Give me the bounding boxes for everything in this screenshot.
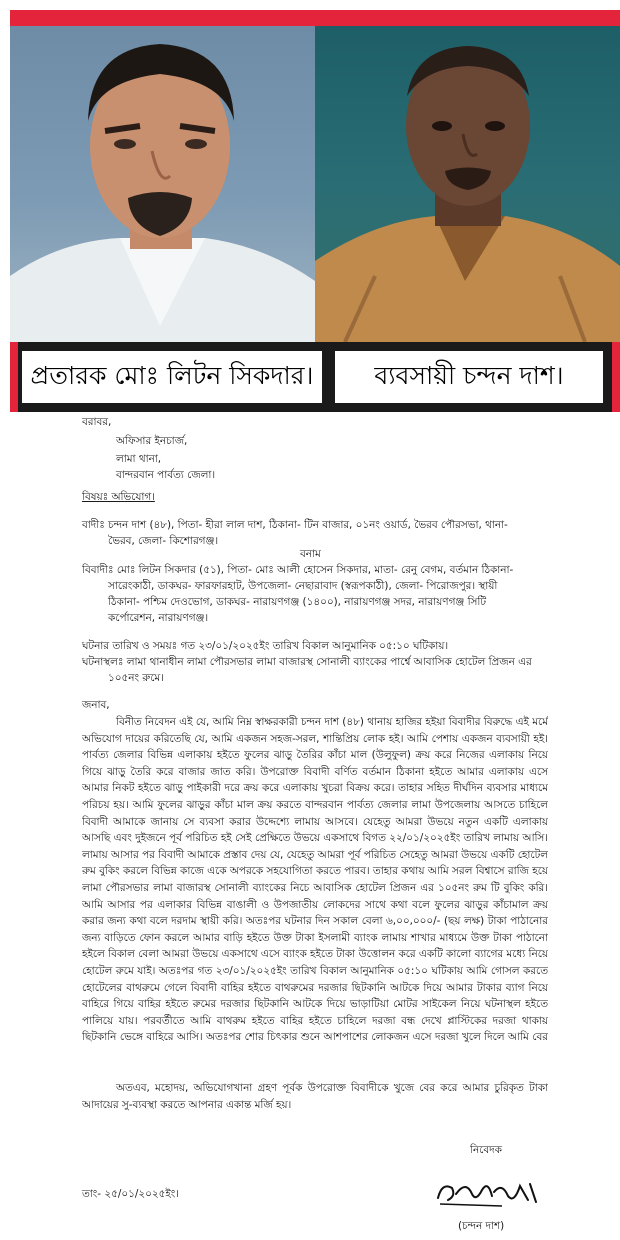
caption-red-edge-left bbox=[10, 342, 18, 412]
salutation: জনাব, bbox=[82, 699, 110, 711]
plaintiff-line: ভৈরব, জেলা- কিশোরগঞ্জ। bbox=[108, 535, 219, 547]
signer-name: (চন্দন দাশ) bbox=[458, 1220, 505, 1232]
portrait-accused-image bbox=[10, 26, 315, 342]
incident-place-line: ঘটনাস্থলঃ লামা থানাধীন লামা পৌরসভার লামা বাজারস্থ সোনালী ব্যাংকের পার্শ্বে আবাসিক হোটেল প্রিজন এর bbox=[82, 656, 532, 668]
address-line: বান্দরবান পার্বত্য জেলা। bbox=[116, 469, 216, 481]
portrait-complainant-image bbox=[315, 26, 620, 342]
to-label: বরাবর, bbox=[82, 416, 112, 428]
closing-paragraph: অতএব, মহোদয়, অভিযোগখানা গ্রহণ পূর্বক উপরোক্ত বিবাদীকে খুজে বের করে আমার চুরিকৃত টাকা আদায়ের সু-ব্যবস্থা করতে আপনার একান্ত মর্জি হয়। bbox=[82, 1082, 548, 1111]
versus-label: বনাম bbox=[300, 548, 321, 560]
subject-line: বিষয়ঃ অভিযোগ। bbox=[82, 491, 155, 503]
letter-date: তাং- ২৫/০১/২০২৫ইং। bbox=[82, 1188, 179, 1200]
incident-place-line: ১০৫নং রুমে। bbox=[108, 672, 164, 684]
incident-time: ঘটনার তারিখ ও সময়ঃ গত ২৩/০১/২০২৫ইং তারিখ বিকাল আনুমানিক ০৫:১০ ঘটিকায়। bbox=[82, 640, 449, 652]
defendant-line: সারেংকাঠী, ডাকঘর- ফারফারহাট, উপজেলা- নেছারাবাদ (স্বরূপকাঠী), জেলা- পিরোজপুর। স্থায়ী bbox=[108, 580, 498, 592]
defendant-line: বিবাদীঃ মোঃ লিটন সিকদার (৫১), পিতা- মোঃ আলী হোসেন সিকদার, মাতা- রেনু বেগম, বর্তমান ঠিকানা- bbox=[82, 564, 514, 576]
handwritten-signature bbox=[432, 1174, 542, 1210]
photo-complainant bbox=[315, 26, 620, 342]
top-red-bar bbox=[10, 10, 620, 26]
plaintiff-line: বাদীঃ চন্দন দাশ (৪৮), পিতা- হীরা লাল দাশ, ঠিকানা- টিন বাজার, ০১নং ওয়ার্ড, ভৈরব পৌরসভা, থানা- bbox=[82, 519, 508, 531]
photo-accused bbox=[10, 26, 315, 342]
complaint-body: বিনীত নিবেদন এই যে, আমি নিম্ন স্বাক্ষরকারী চন্দন দাশ (৪৮) থানায় হাজির হইয়া বিবাদীর বিরুদ্ধে এই মর্মে অভিযোগ দায়ের করিতেছি যে, আমি একজন সহজ-সরল, শান্তিপ্রিয় লোক হই। আমি পেশায় একজন ব্যবসায়ী হই। পার্বত্য জেলার বিভিন্ন এলাকায় হইতে ফুলের ঝাড়ু তৈরির কাঁচা মাল (উলুফুল) ক্রয় করে নিজের এলাকায় নিয়ে গিয়ে ঝাড়ু তৈরি করে বাজার জাত করি। উপরোক্ত বিবাদী বর্ণিত বর্তমান ঠিকানা হইতে আমার এলাকায় এসে আমার নিকট হইতে ঝাড়ু পাইকারী দরে ক্রয় করে এলাকায় খুচরা বিক্রয় করে। তাহার সহিত দীর্ঘদিন ব্যবসার মাধ্যমে পরিচয় হয়। আমি ফুলের ঝাড়ুর কাঁচা মাল ক্রয় করতে বান্দরবান পার্বত্য জেলার লামা উপজেলায় আসতে চাহিলে বিবাদী আমাকে জানায় সে ব্যবসা করার উদ্দেশ্যে লামায় আসবে। যেহেতু আমরা উভয়ে নতুন একটি এলাকায় আসছি এবং দুইজনে পূর্ব পরিচিত হই সেই প্রেক্ষিতে উভয়ে একসাথে বিগত ২২/০১/২০২৫ইং তারিখ লামায় আসি। লামায় আসার পর বিবাদী আমাকে প্রস্তাব দেয় যে, যেহেতু আমরা পূর্ব পরিচিত সেহেতু আমরা উভয়ে একটি হোটেল রুম বুকিং করলে বিভিন্ন কাজে একে অপরকে সহযোগিতা করতে পারব। তাহার কথায় আমি সরল বিশ্বাসে রাজি হয়ে লামা পৌরসভার লামা বাজারস্থ সোনালী ব্যাংকের নিচে আবাসিক হোটেল প্রিজন এর ১০৫নং রুম টি বুকিং করি। আমি আসার পর এলাকার বিভিন্ন বাঙালী ও উপজাতীয় লোকদের সাথে কথা বলে ফুলের ঝাড়ুর কাঁচামাল ক্রয় করার জন্য কথা বলে দরদাম স্থায়ী করি। অতঃপর ঘটনার দিন সকাল বেলা ৬,০০,০০০/- (ছয় লক্ষ) টাকা পাঠানোর জন্য বাড়িতে ফোন করলে আমার বাড়ি হইতে উক্ত টাকা ইসলামী ব্যাংক লামায় শাখার মাধ্যমে উক্ত টাকা পাঠানো হইলে বিকাল বেলা আমরা উভয়ে একসাথে এসে ব্যাংক হইতে টাকা উত্তোলন করে একটি কালো ব্যাগের মধ্যে নিয়ে হোটেল রুমে যাই। অতঃপর গত ২৩/০১/২০২৫ইং তারিখ বিকাল আনুমানিক ০৫:১০ ঘটিকায় আমি গোসল করতে হোটেলের বাথরুমে গেলে বিবাদী বাহির হইতে বাথরুমের দরজার ছিটকানি আটকে দিয়ে আমার টাকার ব্যাগ নিয়ে বাহিরে গিয়ে বাহির হইতে রুমের দরজার ছিটকানি আটকে দিয়ে ভাড়াটিয়া মোটর সাইকেল নিয়ে ঘটনাস্থল হইতে পালিয়ে যায়। পরবর্তীতে আমি বাথরুম হইতে বাহির হইতে চাহিলে দরজা বন্ধ দেখে প্লাস্টিকের দরজা থাকায় ছিটকানি ভেঙ্গে বাহিরে আসি। অতঃপর শোর চিৎকার শুনে আশপাশের লোকজন এসে দরজা খুলে দিলে আমি বের bbox=[82, 716, 548, 1044]
defendant-line: কর্পোরেশন, নারায়ণগঞ্জ। bbox=[108, 612, 209, 624]
signoff-label: নিবেদক bbox=[470, 1144, 502, 1156]
caption-red-edge-right bbox=[612, 342, 620, 412]
defendant-line: ঠিকানা- পশ্চিম দেওভোগ, ডাকঘর- নারায়ণগঞ্জ (১৪০০), নারায়ণগঞ্জ সদর, নারায়ণগঞ্জ সিটি bbox=[108, 596, 487, 608]
address-line: লামা থানা, bbox=[116, 453, 162, 465]
caption-complainant: ব্যবসায়ী চন্দন দাশ। bbox=[335, 351, 603, 403]
caption-accused: প্রতারক মোঃ লিটন সিকদার। bbox=[22, 351, 322, 403]
address-line: অফিসার ইনচার্জ, bbox=[116, 435, 188, 447]
